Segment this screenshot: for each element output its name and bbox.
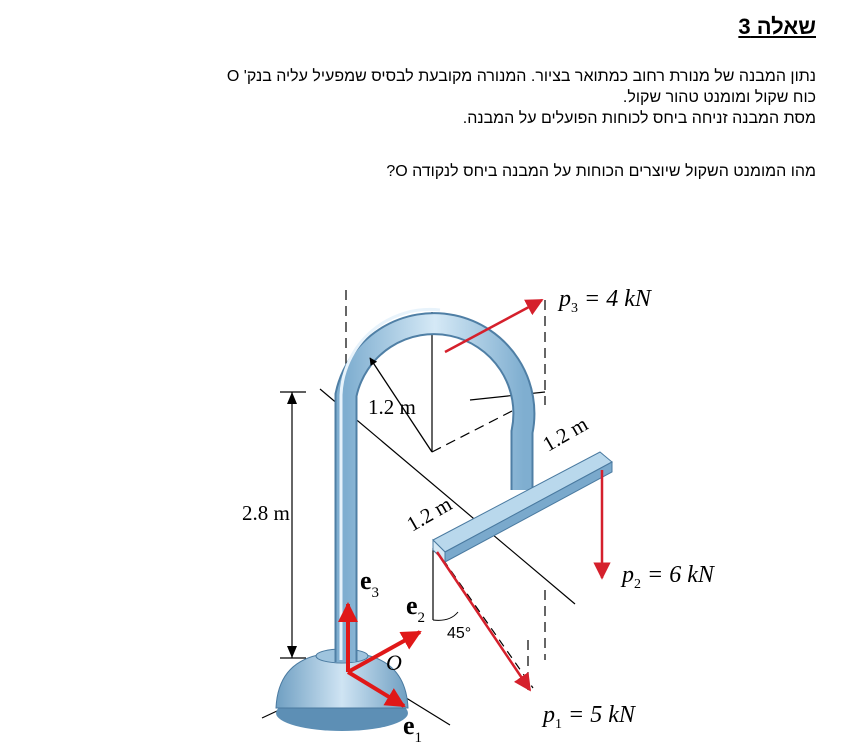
label-e3: $e_3$ — [360, 566, 380, 601]
angle-arc — [433, 612, 458, 620]
label-arm-left: 1.2 m — [402, 491, 456, 537]
label-e1: $e_1$ — [403, 711, 423, 746]
label-p3: $p_3 = 4$ kN — [559, 286, 651, 316]
label-arm-right: 1.2 m — [538, 411, 592, 457]
height-dimension — [280, 392, 306, 658]
force-p1-arrow — [437, 552, 530, 690]
label-height: 2.8 m — [242, 501, 290, 525]
label-origin: O — [386, 650, 402, 675]
body-line-1: נתון המבנה של מנורת רחוב כמתואר בציור. המנורה מקובעת לבסיס שמפעיל עליה בנק' O — [226, 68, 816, 85]
question-title: שאלה 3 — [738, 14, 816, 39]
body-line-3: מסת המבנה זניחה ביחס לכוחות הפועלים על המבנה. — [462, 110, 816, 127]
label-p2: $p_2 = 6$ kN — [622, 562, 714, 592]
label-e2: $e_2$ — [406, 591, 426, 626]
body-line-2: כוח שקול ומומנט טהור שקול. — [622, 89, 816, 106]
label-arc-radius: 1.2 m — [368, 395, 416, 419]
label-angle: 45° — [447, 625, 472, 642]
label-p1: $p_1 = 5$ kN — [543, 702, 635, 732]
question-prompt: מהו המומנט השקול שיוצרים הכוחות על המבנה ביחס לנקודה O? — [386, 163, 816, 180]
